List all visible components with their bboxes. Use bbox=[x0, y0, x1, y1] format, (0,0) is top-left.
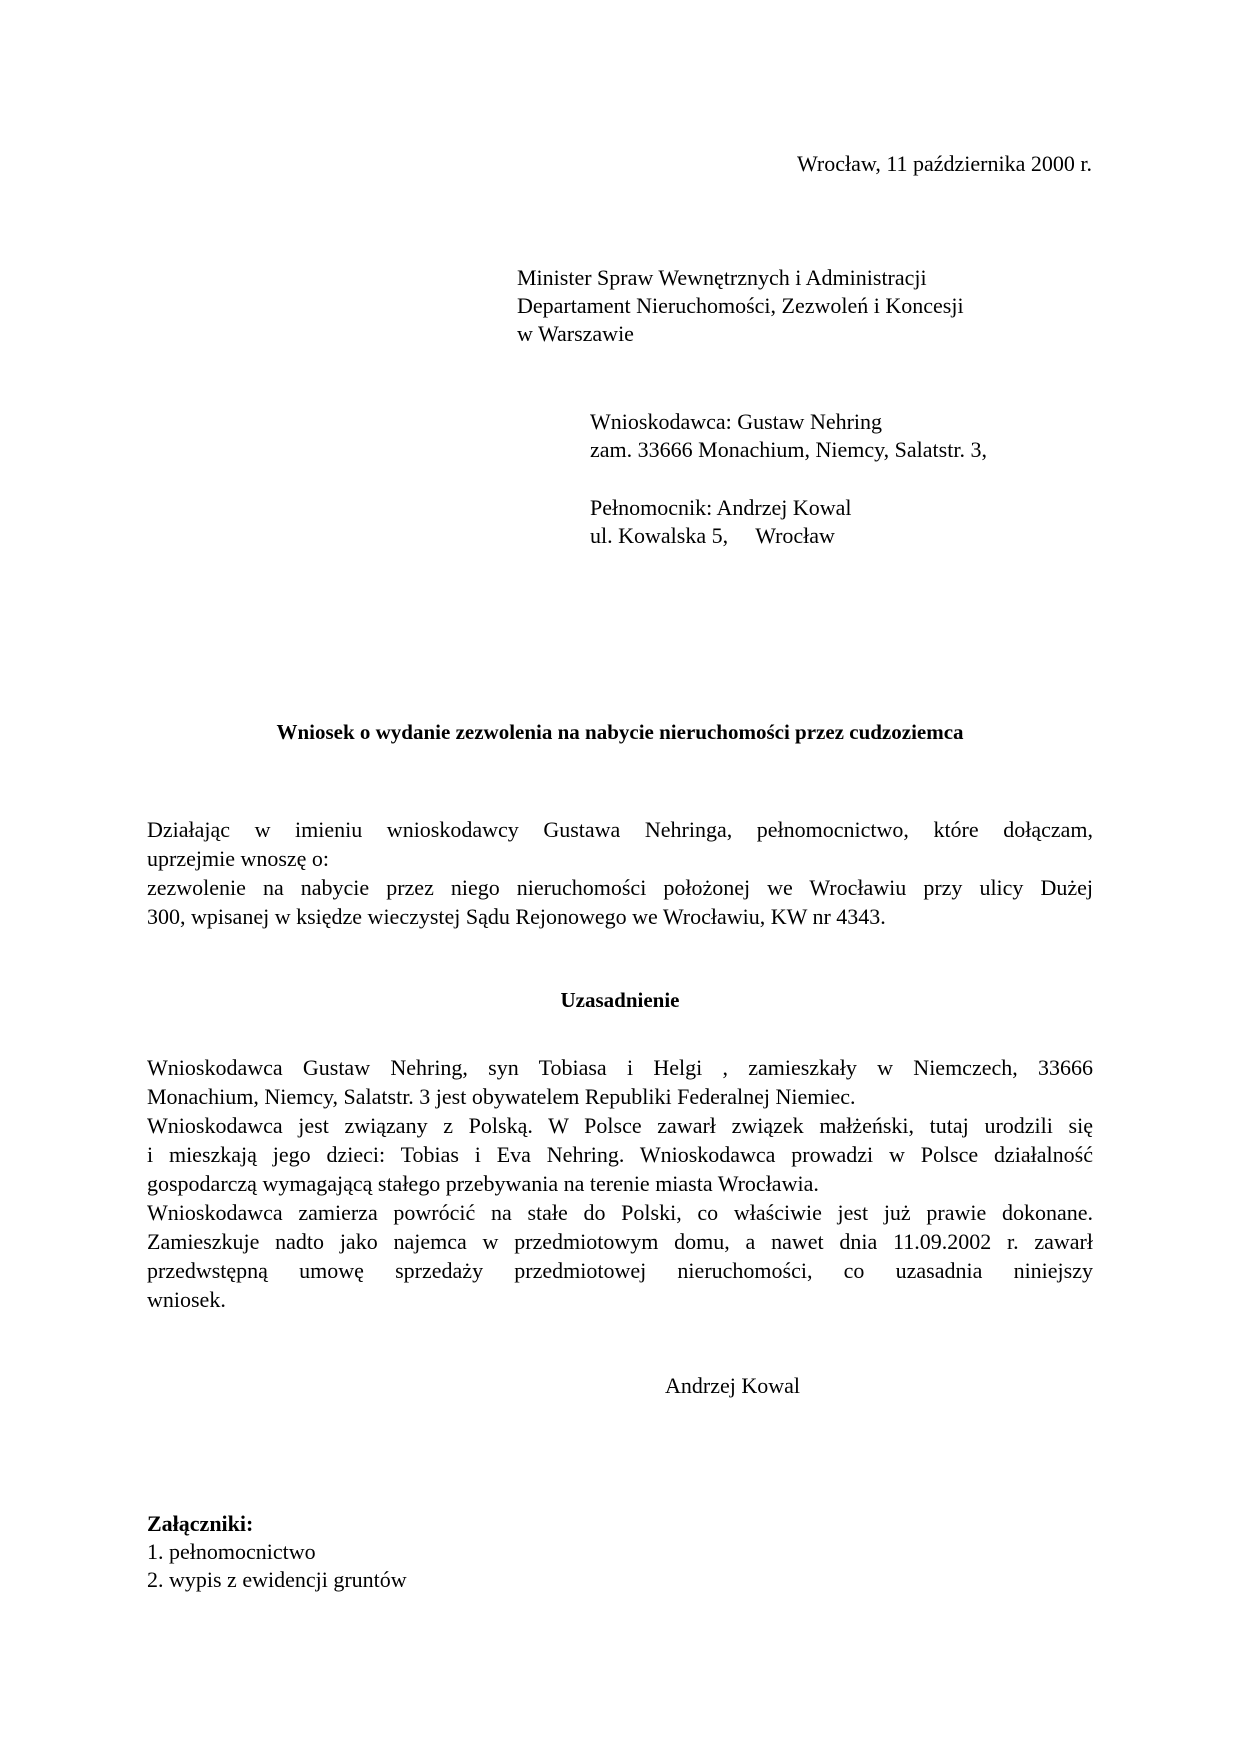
justification-heading: Uzasadnienie bbox=[560, 988, 680, 1012]
justification-line-5: gospodarczą wymagającą stałego przebywania na terenie miasta Wrocławia. bbox=[147, 1171, 819, 1196]
request-line-2: uprzejmie wnoszę o: bbox=[147, 846, 330, 871]
signature: Andrzej Kowal bbox=[665, 1373, 801, 1398]
request-line-4: 300, wpisanej w księdze wieczystej Sądu Rejonowego we Wrocławiu, KW nr 4343. bbox=[147, 904, 886, 929]
request-line-1: Działając w imieniu wnioskodawcy Gustawa Nehringa, pełnomocnictwo, które dołączam, bbox=[147, 817, 1093, 842]
justification-line-9: wniosek. bbox=[147, 1287, 226, 1312]
justification-line-3: Wnioskodawca jest związany z Polską. W Polsce zawarł związek małżeński, tutaj urodzili się bbox=[147, 1113, 1093, 1138]
attachment-item: 2. wypis z ewidencji gruntów bbox=[147, 1567, 407, 1592]
attorney-name: Pełnomocnik: Andrzej Kowal bbox=[590, 495, 852, 520]
justification-line-6: Wnioskodawca zamierza powrócić na stałe do Polski, co właściwie jest już prawie dokonane. bbox=[147, 1200, 1093, 1225]
attachments-heading: Załączniki: bbox=[147, 1511, 254, 1536]
attorney-address: ul. Kowalska 5, Wrocław bbox=[590, 523, 835, 548]
recipient-line-3: w Warszawie bbox=[517, 321, 634, 346]
attachment-item: 1. pełnomocnictwo bbox=[147, 1539, 316, 1564]
request-line-3: zezwolenie na nabycie przez niego nieruchomości położonej we Wrocławiu przy ulicy Dużej bbox=[147, 875, 1093, 900]
justification-line-7: Zamieszkuje nadto jako najemca w przedmiotowym domu, a nawet dnia 11.09.2002 r. zawarł bbox=[147, 1229, 1093, 1254]
place-date: Wrocław, 11 października 2000 r. bbox=[797, 151, 1092, 176]
justification-line-4: i mieszkają jego dzieci: Tobias i Eva Nehring. Wnioskodawca prowadzi w Polsce działalność bbox=[147, 1142, 1093, 1167]
document-title: Wniosek o wydanie zezwolenia na nabycie nieruchomości przez cudzoziemca bbox=[276, 720, 964, 744]
recipient-line-1: Minister Spraw Wewnętrznych i Administracji bbox=[517, 265, 927, 290]
applicant-address: zam. 33666 Monachium, Niemcy, Salatstr. 3, bbox=[590, 437, 987, 462]
justification-line-8: przedwstępną umowę sprzedaży przedmiotowej nieruchomości, co uzasadnia niniejszy bbox=[147, 1258, 1093, 1283]
justification-line-2: Monachium, Niemcy, Salatstr. 3 jest obywatelem Republiki Federalnej Niemiec. bbox=[147, 1084, 856, 1109]
applicant-name: Wnioskodawca: Gustaw Nehring bbox=[590, 409, 883, 434]
justification-line-1: Wnioskodawca Gustaw Nehring, syn Tobiasa i Helgi , zamieszkały w Niemczech, 33666 bbox=[147, 1055, 1093, 1080]
recipient-line-2: Departament Nieruchomości, Zezwoleń i Koncesji bbox=[517, 293, 964, 318]
